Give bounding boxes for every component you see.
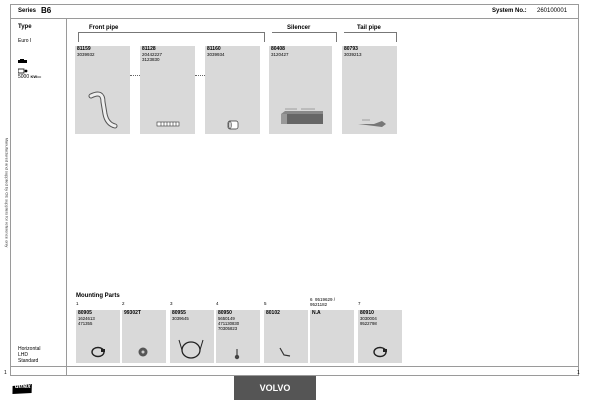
power-value: 5000 KWcc [18,74,42,80]
page-number-right: 1 [577,370,580,376]
silencer-box-icon [277,106,327,130]
part-oe-numbers: 3039645 [172,316,189,321]
item-index: 4 [216,301,219,306]
hanger-icon [232,348,242,360]
system-value: 260100001 [537,8,568,14]
part-card[interactable] [205,46,260,134]
clamp-icon [372,346,388,358]
silencer-heading: Silencer [287,25,311,31]
link-dots [195,75,205,76]
header-divider [10,18,579,19]
item-index: 7 [358,301,361,306]
part-card[interactable] [140,46,195,134]
front-pipe-bend-icon [85,88,121,132]
item-index: 2 [122,301,125,306]
power-unit: KW [30,74,38,79]
part-card[interactable] [269,46,332,134]
part-oe-numbers: 3039213 [344,52,362,57]
engine-icon [18,61,28,67]
part-number: 80408 [271,46,285,52]
tail-pipe-heading: Tail pipe [357,25,381,31]
part-oe-numbers: 3120427 [271,52,289,57]
item-index: 3 [170,301,173,306]
variant-label: Standard [18,358,39,364]
pipe-connector-icon [227,120,239,130]
bottom-divider [10,366,579,367]
part-oe-numbers: 1624613 471355 [78,316,95,326]
brand-banner: VOLVO [234,376,316,400]
part-card[interactable] [342,46,397,134]
item-index: 5 [264,301,267,306]
tail-pipe-bracket-right [396,32,397,42]
drive-side-label: LHD [18,352,29,358]
rubber-mount-icon [137,346,149,358]
position-label: Horizontal [18,346,41,352]
front-pipe-bracket [78,32,264,33]
part-number: 99302T [124,310,141,316]
part-number: 80955 [172,310,186,316]
part-oe-numbers: 5650149 471130830 70305823 [218,316,240,331]
part-oe-numbers: 3030004 9522798 [360,316,377,326]
silencer-bracket-right [336,32,337,42]
part-number: 80950 [218,310,232,316]
emission-class: Euro I [18,38,32,44]
part-number: 81160 [207,46,221,52]
series-value: B6 [41,6,52,15]
part-card[interactable] [75,46,130,134]
car-icon [18,51,27,56]
item-index: 6 9519629 / 9521182 [310,297,336,307]
side-note: Manufactured and supplied by OE suppliers for reference only [4,137,10,248]
part-number: 80910 [360,310,374,316]
part-number: 80793 [344,46,358,52]
cc-unit: cc [37,74,42,79]
system-label: System No.: [492,8,527,14]
left-panel-divider [66,18,67,376]
part-number: 80102 [266,310,280,316]
silencer-bracket [272,32,336,33]
part-number: N.A [312,310,321,316]
page-number-left: 1 [4,370,7,376]
clamp-icon [90,346,106,358]
flex-pipe-icon [156,120,180,128]
dinex-logo: dinex [12,382,34,394]
item-index: 1 [76,301,79,306]
front-pipe-bracket-left [78,32,79,42]
strap-icon [278,346,292,358]
bracket-clamp-icon [177,336,205,360]
part-number: 81159 [77,46,91,52]
part-number: 80905 [78,310,92,316]
part-oe-numbers: 3039934 [207,52,225,57]
type-heading: Type [18,24,32,30]
part-number: 81128 [142,46,156,52]
tail-pipe-bracket [344,32,396,33]
link-dots [130,75,140,76]
part-oe-numbers: 20442227 3123830 [142,52,163,62]
part-oe-numbers: 3039932 [77,52,95,57]
tail-pipe-icon [356,118,388,130]
series-label: Series [18,8,37,14]
mounting-heading: Mounting Parts [76,293,120,299]
front-pipe-bracket-right [264,32,265,42]
front-pipe-heading: Front pipe [89,25,119,31]
